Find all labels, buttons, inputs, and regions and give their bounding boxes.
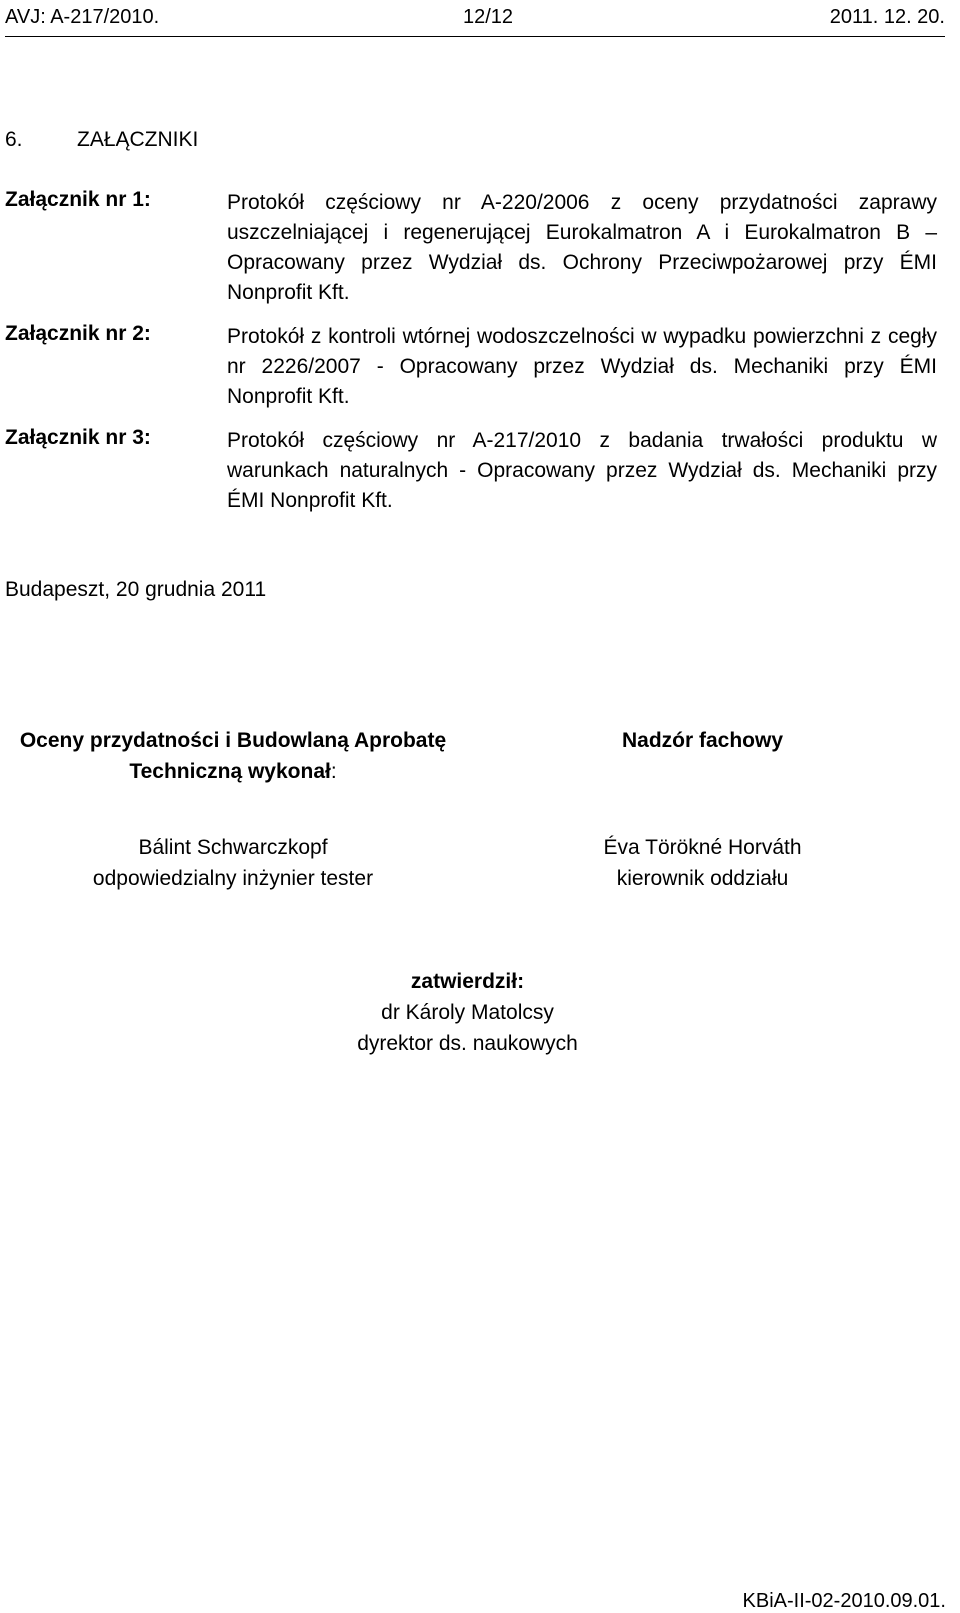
left-heading-line1: Oceny przydatności i Budowlaną Aprobatę bbox=[19, 729, 447, 752]
approval-role: dyrektor ds. naukowych bbox=[357, 1032, 578, 1055]
approval-heading: zatwierdził: bbox=[410, 970, 525, 993]
page-header bbox=[5, 2, 945, 37]
left-signatory-role: odpowiedzialny inżynier tester bbox=[92, 867, 374, 890]
right-signatory bbox=[480, 832, 925, 894]
section-title: ZAŁĄCZNIKI bbox=[77, 128, 199, 151]
left-heading-colon: : bbox=[330, 760, 337, 783]
place-and-date: Budapeszt, 20 grudnia 2011 bbox=[5, 578, 267, 601]
attachment-description: Protokół z kontroli wtórnej wodoszczelności w wypadku powierzchni z cegły nr 2226/2007 - Opracowany przez Wydział ds. Mechaniki przy ÉMI Nonprofit Kft. bbox=[227, 325, 937, 408]
right-heading: Nadzór fachowy bbox=[621, 729, 784, 752]
section-number: 6. bbox=[5, 128, 23, 151]
approval-name: dr Károly Matolcsy bbox=[381, 1001, 554, 1024]
right-signatory-name: Éva Törökné Horváth bbox=[603, 836, 802, 859]
left-signatory-name: Bálint Schwarczkopf bbox=[138, 836, 328, 859]
header-page-number: 12/12 bbox=[463, 6, 514, 28]
attachment-description: Protokół częściowy nr A-220/2006 z oceny przydatności zaprawy uszczelniającej i regenerującej Eurokalmatron A i Eurokalmatron B – Opracowany przez Wydział ds. Ochrony Przeciwpożarowej przy ÉMI Nonprofit Kft. bbox=[227, 191, 937, 304]
attachment-label: Załącznik nr 1: bbox=[5, 188, 151, 211]
footer-form-code: KBiA-II-02-2010.09.01. bbox=[742, 1590, 946, 1612]
right-signature-heading bbox=[480, 725, 925, 756]
right-signatory-role: kierownik oddziału bbox=[616, 867, 789, 890]
left-signatory bbox=[5, 832, 461, 894]
approval-signature bbox=[0, 966, 935, 1059]
left-heading-line2 bbox=[5, 756, 461, 787]
left-heading-line2-text: Techniczną wykonał bbox=[129, 760, 331, 783]
attachment-label: Załącznik nr 3: bbox=[5, 426, 151, 449]
attachment-label: Załącznik nr 2: bbox=[5, 322, 151, 345]
section-heading bbox=[5, 128, 198, 152]
header-date: 2011. 12. 20. bbox=[829, 6, 945, 28]
header-doc-ref: AVJ: A-217/2010. bbox=[5, 6, 160, 28]
attachment-description: Protokół częściowy nr A-217/2010 z badania trwałości produktu w warunkach naturalnych - Opracowany przez Wydział ds. Mechaniki przy ÉMI Nonprofit Kft. bbox=[227, 429, 937, 512]
left-signature-heading bbox=[5, 725, 461, 787]
